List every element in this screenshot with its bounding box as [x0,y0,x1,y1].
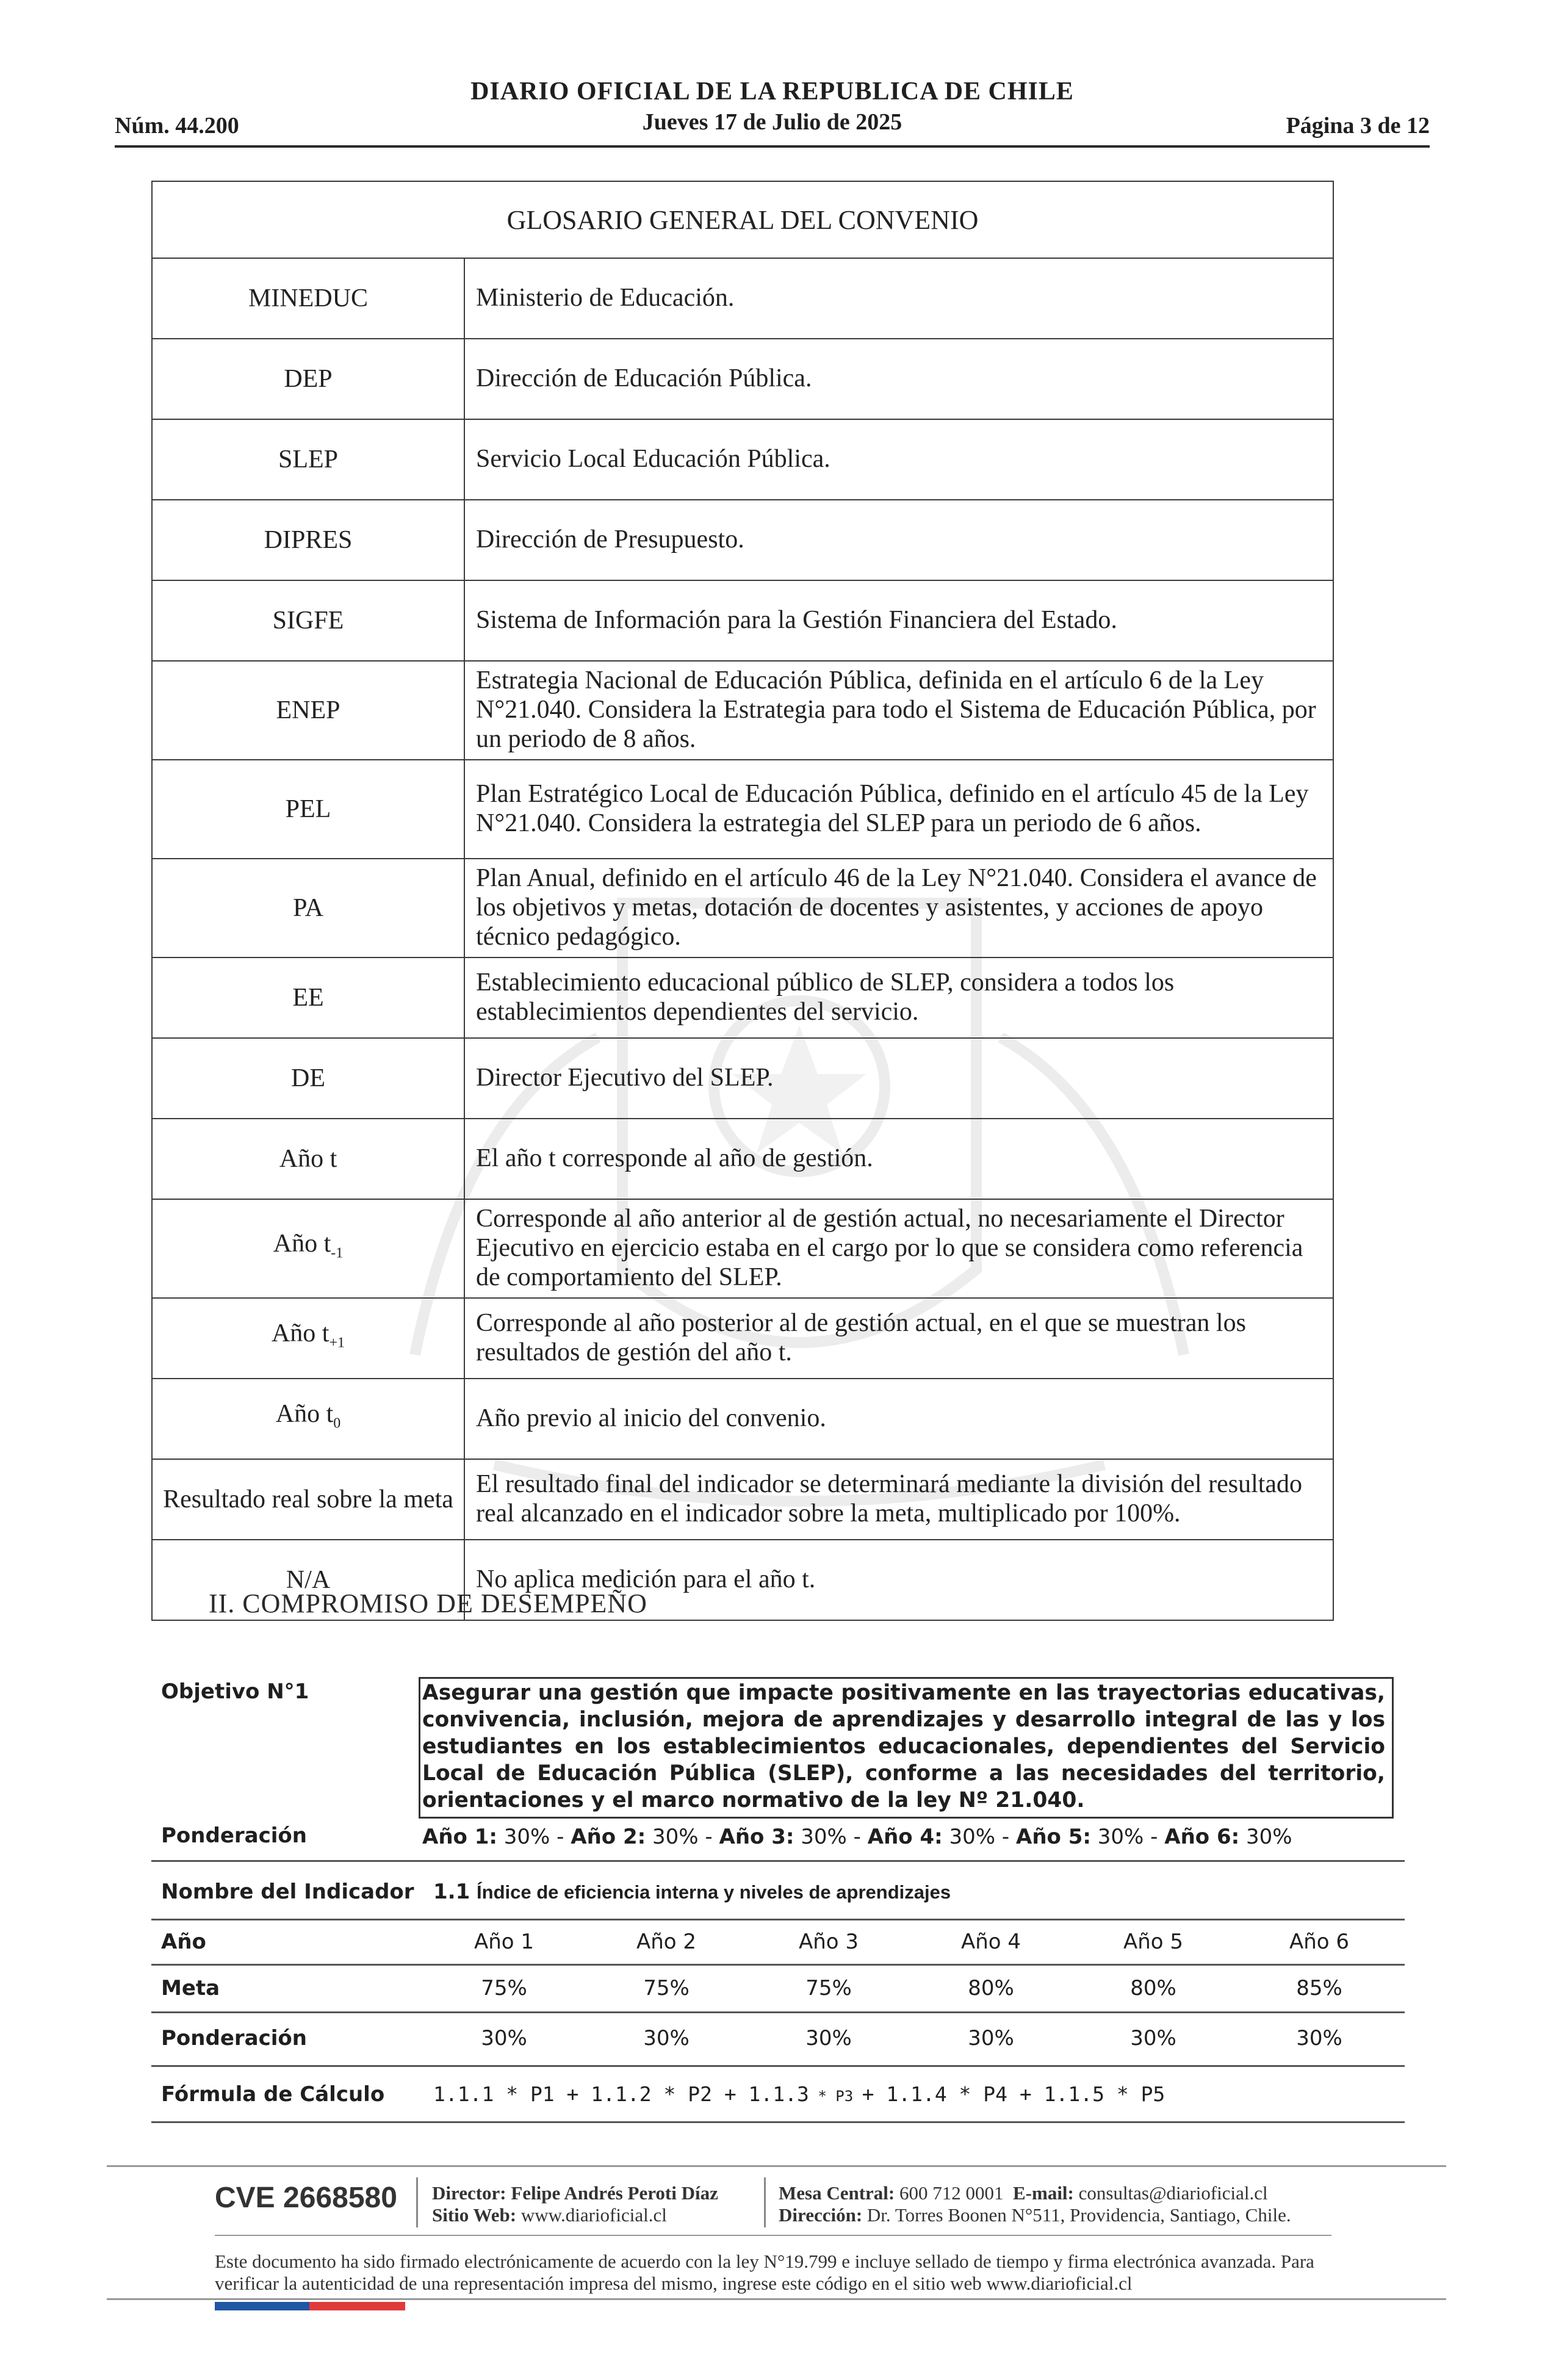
weight-value: 30% [652,1825,699,1849]
footer-top-rule [107,2165,1446,2167]
year-cell: Año 4 [960,1930,1021,1954]
weight-cell: 30% [481,2026,527,2050]
newspaper-title: DIARIO OFICIAL DE LA REPUBLICA DE CHILE [470,78,1074,106]
glossary-term: PA [152,859,464,957]
page-header [115,73,1430,148]
glossary-term: DEP [152,339,464,419]
divider [151,1964,1405,1966]
weight-cell: 30% [643,2026,690,2050]
glossary-definition: Establecimiento educacional público de SLEP, considera a todos los establecimientos dependientes del servicio. [464,957,1333,1038]
year-label: Año [161,1930,206,1954]
objective-weights: Año 1: 30% - Año 2: 30% - Año 3: 30% - Año 4: 30% - Año 5: 30% - Año 6: 30% [422,1825,1292,1849]
weight-year-label: Año 5: [1016,1825,1091,1849]
glossary-term: SLEP [152,419,464,500]
objective-label: Objetivo N°1 [161,1679,309,1704]
header-center [115,77,1430,135]
glossary-definition: Corresponde al año posterior al de gestión actual, en el que se muestran los resultados de gestión del año t. [464,1298,1333,1379]
goal-cell: 80% [968,1976,1014,2000]
indicator-number: 1.1 [433,1880,470,1904]
glossary-definition: Corresponde al año anterior al de gestión actual, no necesariamente el Director Ejecutivo en ejercicio estaba en el cargo por lo que se considera como referencia de comportamiento del SLEP. [464,1199,1333,1298]
glossary-term-cell [152,1199,464,1298]
glossary-row [152,957,1333,1038]
indicator-name [433,1880,951,1904]
glossary-term: SIGFE [152,580,464,661]
footer-bottom-rule [107,2298,1446,2300]
glossary-row [152,580,1333,661]
issue-date: Jueves 17 de Julio de 2025 [642,109,902,135]
weight-year-label: Año 4: [867,1825,943,1849]
weight-year-label: Año 1: [422,1825,497,1849]
glossary-term: DIPRES [152,500,464,580]
address: Dr. Torres Boonen N°511, Providencia, Santiago, Chile. [866,2204,1291,2226]
weight-cell: 30% [1130,2026,1176,2050]
glossary-row [152,1038,1333,1119]
divider [151,2121,1405,2123]
page-indicator: Página 3 de 12 [1286,113,1430,139]
formula-label: Fórmula de Cálculo [161,2082,385,2107]
glossary-definition: No aplica medición para el año t. [464,1540,1333,1620]
glossary-term: N/A [152,1540,464,1620]
goal-cell: 75% [805,1976,852,2000]
year-cell: Año 1 [474,1930,535,1954]
goal-label: Meta [161,1976,220,2000]
glossary-row [152,859,1333,957]
glossary-row [152,1298,1333,1379]
glossary-term-cell [152,1379,464,1459]
glossary-term: Año t [152,1119,464,1199]
address-label: Dirección: [779,2204,863,2226]
divider [151,1919,1405,1920]
glossary-definition: Director Ejecutivo del SLEP. [464,1038,1333,1119]
site-label: Sitio Web: [432,2204,517,2226]
glossary-row [152,500,1333,580]
email-label: E-mail: [1013,2182,1074,2204]
year-cell: Año 6 [1289,1930,1350,1954]
subscript: -1 [331,1245,344,1261]
glossary-definition: Sistema de Información para la Gestión Financiera del Estado. [464,580,1333,661]
director-name: Felipe Andrés Peroti Díaz [511,2182,718,2204]
glossary-title: GLOSARIO GENERAL DEL CONVENIO [152,181,1333,258]
glossary-term: Resultado real sobre la meta [152,1459,464,1540]
weight-value: 30% [1246,1825,1292,1849]
phone-label: Mesa Central: [779,2182,895,2204]
weight-year-label: Año 2: [571,1825,646,1849]
glossary-definition: Dirección de Educación Pública. [464,339,1333,419]
formula [433,2082,1165,2106]
divider [151,1860,1405,1862]
glossary-definition: El resultado final del indicador se determinará mediante la división del resultado real alcanzado en el indicador sobre la meta, multiplicado por 100%. [464,1459,1333,1540]
site-link[interactable]: www.diarioficial.cl [520,2204,667,2226]
glossary-term: PEL [152,760,464,859]
glossary-row [152,1379,1333,1459]
weight-value: 30% [1097,1825,1144,1849]
weight-value: 30% [801,1825,847,1849]
glossary-term-cell [152,1298,464,1379]
glossary-term: EE [152,957,464,1038]
glossary-row [152,1119,1333,1199]
glossary-row [152,419,1333,500]
weight-cell: 30% [1296,2026,1342,2050]
glossary-definition: Año previo al inicio del convenio. [464,1379,1333,1459]
glossary-term: ENEP [152,661,464,760]
year-cell: Año 5 [1123,1930,1184,1954]
glossary-row [152,1459,1333,1540]
indicator-title: Índice de eficiencia interna y niveles de aprendizajes [477,1881,951,1903]
subscript: 0 [333,1415,341,1432]
goal-cell: 75% [643,1976,690,2000]
flag-stripe-blue [215,2302,309,2310]
formula-part-small: * P3 [809,2088,862,2105]
subscript: +1 [329,1335,345,1351]
footer-separator [764,2177,766,2227]
section-title: II. COMPROMISO DE DESEMPEÑO [209,1588,647,1618]
glossary-term: Año t [271,1319,330,1348]
footer-mid-rule [215,2235,1331,2236]
weight-cell: 30% [968,2026,1014,2050]
glossary-definition: Ministerio de Educación. [464,258,1333,339]
glossary-row [152,258,1333,339]
glossary-term: MINEDUC [152,258,464,339]
glossary-definition: Plan Estratégico Local de Educación Pública, definido en el artículo 45 de la Ley N°21.040. Considera la estrategia del SLEP para un periodo de 6 años. [464,760,1333,859]
weight-value: 30% [503,1825,550,1849]
issue-number: Núm. 44.200 [115,113,239,139]
year-cell: Año 3 [798,1930,859,1954]
weight-value: 30% [949,1825,996,1849]
signature-note: Este documento ha sido firmado electrónicamente de acuerdo con la ley N°19.799 e incluye sellado de tiempo y firma electrónica avanzada. Para verificar la autenticidad de una representación impresa del mismo, ingrese este código en el sitio web www.diarioficial.cl [215,2251,1314,2294]
goal-cell: 80% [1130,1976,1176,2000]
glossary-row [152,339,1333,419]
weight-year-label: Año 6: [1164,1825,1240,1849]
glossary-definition: Estrategia Nacional de Educación Pública, definida en el artículo 6 de la Ley N°21.040. Considera la Estrategia para todo el Sistema de Educación Pública, por un periodo de 8 años. [464,661,1333,760]
objective-text: Asegurar una gestión que impacte positivamente en las trayectorias educativas, convivencia, inclusión, mejora de aprendizajes y desarrollo integral de las y los estudiantes en los establecimientos educacionales, dependientes del Servicio Local de Educación Pública (SLEP), conforme a las necesidades del territorio, orientaciones y el marco normativo de la ley Nº 21.040. [422,1681,1385,1812]
email-link[interactable]: consultas@diarioficial.cl [1078,2182,1268,2204]
glossary-definition: Servicio Local Educación Pública. [464,419,1333,500]
divider [151,2065,1405,2067]
weight-cell: 30% [805,2026,852,2050]
director-label: Director: [432,2182,506,2204]
cve-code: CVE 2668580 [215,2182,397,2214]
glossary-term: Año t [275,1400,334,1429]
glossary-term: Año t [273,1230,331,1258]
glossary-row [152,1199,1333,1298]
phone: 600 712 0001 [899,2182,1004,2204]
glossary-definition: Dirección de Presupuesto. [464,500,1333,580]
weight-label: Ponderación [161,2026,307,2050]
footer-contact-block [779,2182,1291,2226]
flag-stripe-red [309,2302,405,2310]
indicator-name-label: Nombre del Indicador [161,1880,414,1904]
goal-cell: 75% [481,1976,527,2000]
weight-year-label: Año 3: [719,1825,794,1849]
glossary-table [151,181,1334,1621]
goal-cell: 85% [1296,1976,1342,2000]
divider [151,2011,1405,2013]
formula-part: 1.1.1 * P1 + 1.1.2 * P2 + 1.1.3 [433,2082,809,2106]
year-cell: Año 2 [636,1930,697,1954]
formula-part: + 1.1.4 * P4 + 1.1.5 * P5 [862,2082,1165,2106]
glossary-definition: El año t corresponde al año de gestión. [464,1119,1333,1199]
glossary-row [152,760,1333,859]
objective-weight-label: Ponderación [161,1823,307,1848]
footer-separator [416,2177,418,2227]
footer-director-block [432,2182,718,2226]
glossary-term: DE [152,1038,464,1119]
glossary-definition: Plan Anual, definido en el artículo 46 de la Ley N°21.040. Considera el avance de los objetivos y metas, dotación de docentes y asistentes, y acciones de apoyo técnico pedagógico. [464,859,1333,957]
glossary-row [152,661,1333,760]
